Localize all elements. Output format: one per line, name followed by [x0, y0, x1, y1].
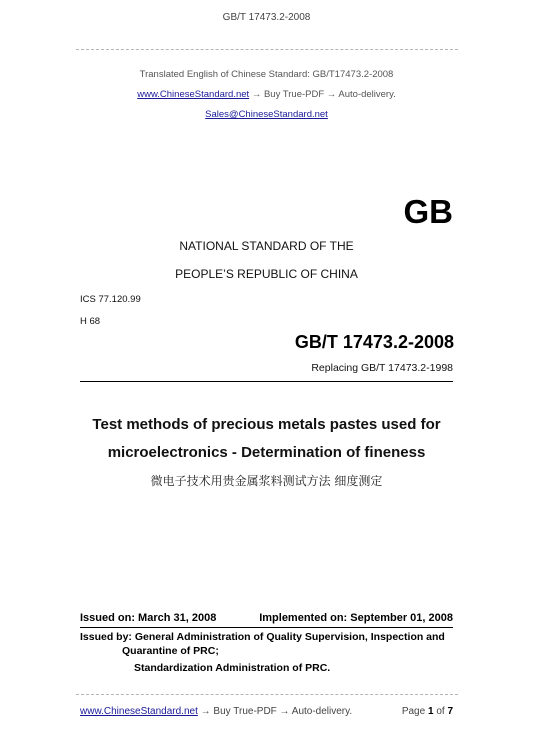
page-indicator [402, 706, 453, 717]
national-standard-line2: PEOPLE’S REPUBLIC OF CHINA [175, 267, 358, 281]
header-divider [76, 49, 458, 50]
footer-purchase-text: → Buy True-PDF → Auto-delivery. [200, 706, 353, 717]
title-chinese: 微电子技术用贵金属浆料测试方法 细度测定 [150, 474, 383, 488]
footer-purchase-line [80, 706, 352, 717]
email-line [0, 109, 533, 120]
title-divider [80, 381, 453, 382]
site-link[interactable]: www.ChineseStandard.net [137, 89, 250, 100]
running-header: GB/T 17473.2-2008 [222, 12, 311, 23]
title-line1: Test methods of precious metals pastes used for [92, 416, 441, 433]
issued-by-authority-1: General Administration of Quality Supervision, Inspection and [134, 631, 445, 643]
dates-divider [80, 627, 453, 628]
classification-code: H 68 [80, 316, 101, 327]
issued-by-label: Issued by: [80, 631, 132, 643]
implemented-on-date: Implemented on: September 01, 2008 [259, 612, 453, 624]
ics-code: ICS 77.120.99 [80, 294, 141, 305]
standard-number: GB/T 17473.2-2008 [294, 332, 454, 352]
page-word: Page [401, 706, 426, 717]
footer-site-link[interactable]: www.ChineseStandard.net [80, 706, 198, 717]
replacing-standard: Replacing GB/T 17473.2-1998 [311, 362, 453, 374]
footer-divider [76, 694, 458, 695]
national-standard-line1: NATIONAL STANDARD OF THE [179, 239, 354, 253]
issued-by-line1 [80, 631, 445, 644]
purchase-line [0, 89, 533, 100]
of-word: of [436, 706, 445, 717]
page-number: 1 [427, 706, 434, 717]
translation-notice: Translated English of Chinese Standard: GB/T17473.2-2008 [139, 69, 394, 80]
email-link[interactable]: Sales@ChineseStandard.net [205, 109, 328, 120]
issued-by-authority-2: Quarantine of PRC; [122, 645, 219, 657]
page-total: 7 [447, 706, 453, 717]
gb-logo: GB [403, 193, 453, 230]
purchase-text: → Buy True-PDF → Auto-delivery. [251, 89, 396, 100]
issued-by-authority-3: Standardization Administration of PRC. [134, 662, 331, 674]
issued-on-date: Issued on: March 31, 2008 [80, 612, 217, 624]
title-line2: microelectronics - Determination of fineness [107, 444, 426, 461]
